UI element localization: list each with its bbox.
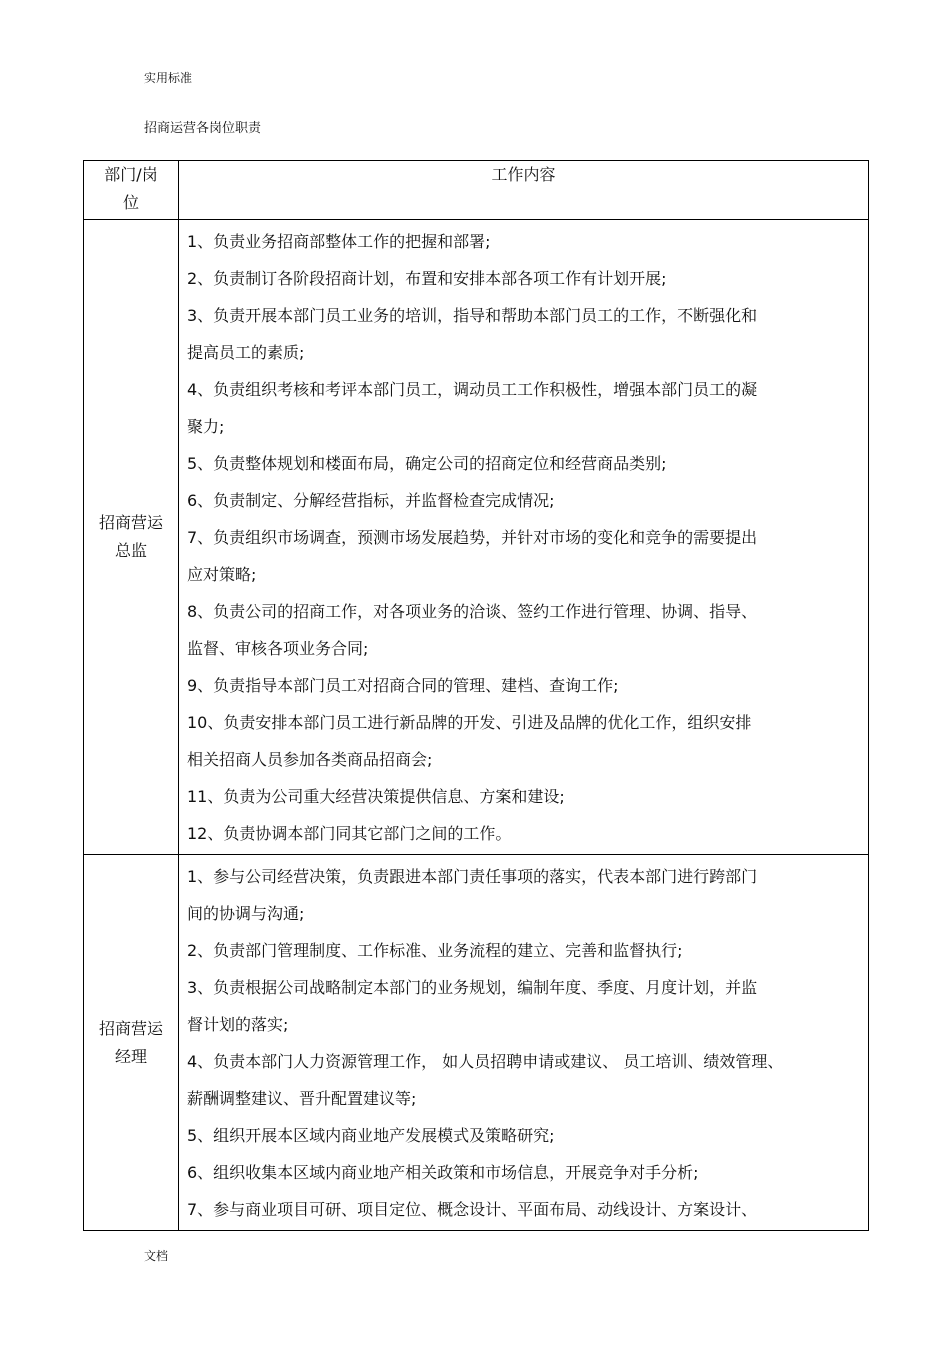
- duty-line: 1、参与公司经营决策，负责跟进本部门责任事项的落实，代表本部门进行跨部门: [187, 867, 758, 886]
- duty-line: 间的协调与沟通;: [187, 904, 305, 923]
- document-title: 招商运营各岗位职责: [144, 121, 262, 136]
- role-name-line: 招商营运: [98, 1018, 163, 1038]
- duty-line: 9、负责指导本部门员工对招商合同的管理、建档、查询工作;: [187, 676, 619, 695]
- duty-lines: [187, 220, 862, 854]
- duty-line: 6、负责制定、分解经营指标，并监督检查完成情况;: [187, 491, 555, 510]
- table-row: [84, 855, 869, 1231]
- duty-line: 1、负责业务招商部整体工作的把握和部署;: [187, 232, 491, 251]
- duty-line: 8、负责公司的招商工作，对各项业务的洽谈、签约工作进行管理、协调、指导、: [187, 602, 758, 621]
- header-content-cell: 工作内容: [179, 161, 869, 220]
- duty-line: 3、负责开展本部门员工业务的培训，指导和帮助本部门员工的工作，不断强化和: [187, 306, 758, 325]
- duties-cell: [179, 220, 869, 855]
- page-header: 实用标准: [144, 71, 193, 85]
- duty-line: 5、负责整体规划和楼面布局，确定公司的招商定位和经营商品类别;: [187, 454, 667, 473]
- duty-line: 3、负责根据公司战略制定本部门的业务规划，编制年度、季度、月度计划，并监: [187, 978, 758, 997]
- header-department-line: 部门/岗: [104, 165, 158, 184]
- header-department-line: 位: [122, 193, 139, 212]
- duty-line: 应对策略;: [187, 565, 257, 584]
- duty-line: 薪酬调整建议、晋升配置建议等;: [187, 1089, 417, 1108]
- duty-line: 12、负责协调本部门同其它部门之间的工作。: [187, 824, 512, 843]
- duty-line: 2、负责制订各阶段招商计划，布置和安排本部各项工作有计划开展;: [187, 269, 667, 288]
- role-cell: [84, 220, 179, 855]
- role-cell: [84, 855, 179, 1231]
- duty-line: 2、负责部门管理制度、工作标准、业务流程的建立、完善和监督执行;: [187, 941, 683, 960]
- duty-line: 提高员工的素质;: [187, 343, 305, 362]
- duty-line: 10、负责安排本部门员工进行新品牌的开发、引进及品牌的优化工作，组织安排: [187, 713, 752, 732]
- role-name-line: 经理: [114, 1046, 147, 1066]
- header-department-cell: [84, 161, 179, 220]
- table-header-row: [84, 161, 869, 220]
- duties-cell: [179, 855, 869, 1231]
- role-name-line: 招商营运: [98, 513, 163, 532]
- duty-line: 4、负责本部门人力资源管理工作， 如人员招聘申请或建议、 员工培训、绩效管理、: [187, 1052, 784, 1071]
- duty-line: 督计划的落实;: [187, 1015, 289, 1034]
- duty-line: 4、负责组织考核和考评本部门员工，调动员工工作积极性，增强本部门员工的凝: [187, 380, 758, 399]
- duty-lines: [187, 855, 862, 1230]
- page-footer: 文档: [144, 1249, 169, 1263]
- duties-table: [83, 160, 869, 1231]
- duty-line: 6、组织收集本区域内商业地产相关政策和市场信息，开展竞争对手分析;: [187, 1163, 699, 1182]
- table-row: [84, 220, 869, 855]
- role-name-line: 总监: [114, 541, 147, 560]
- duty-line: 7、参与商业项目可研、项目定位、概念设计、平面布局、动线设计、方案设计、: [187, 1200, 758, 1219]
- duty-line: 监督、审核各项业务合同;: [187, 639, 369, 658]
- duty-line: 聚力;: [187, 417, 225, 436]
- duty-line: 7、负责组织市场调查，预测市场发展趋势，并针对市场的变化和竞争的需要提出: [187, 528, 758, 547]
- duty-line: 5、组织开展本区域内商业地产发展模式及策略研究;: [187, 1126, 555, 1145]
- duty-line: 相关招商人员参加各类商品招商会;: [187, 750, 433, 769]
- duty-line: 11、负责为公司重大经营决策提供信息、方案和建设;: [187, 787, 565, 806]
